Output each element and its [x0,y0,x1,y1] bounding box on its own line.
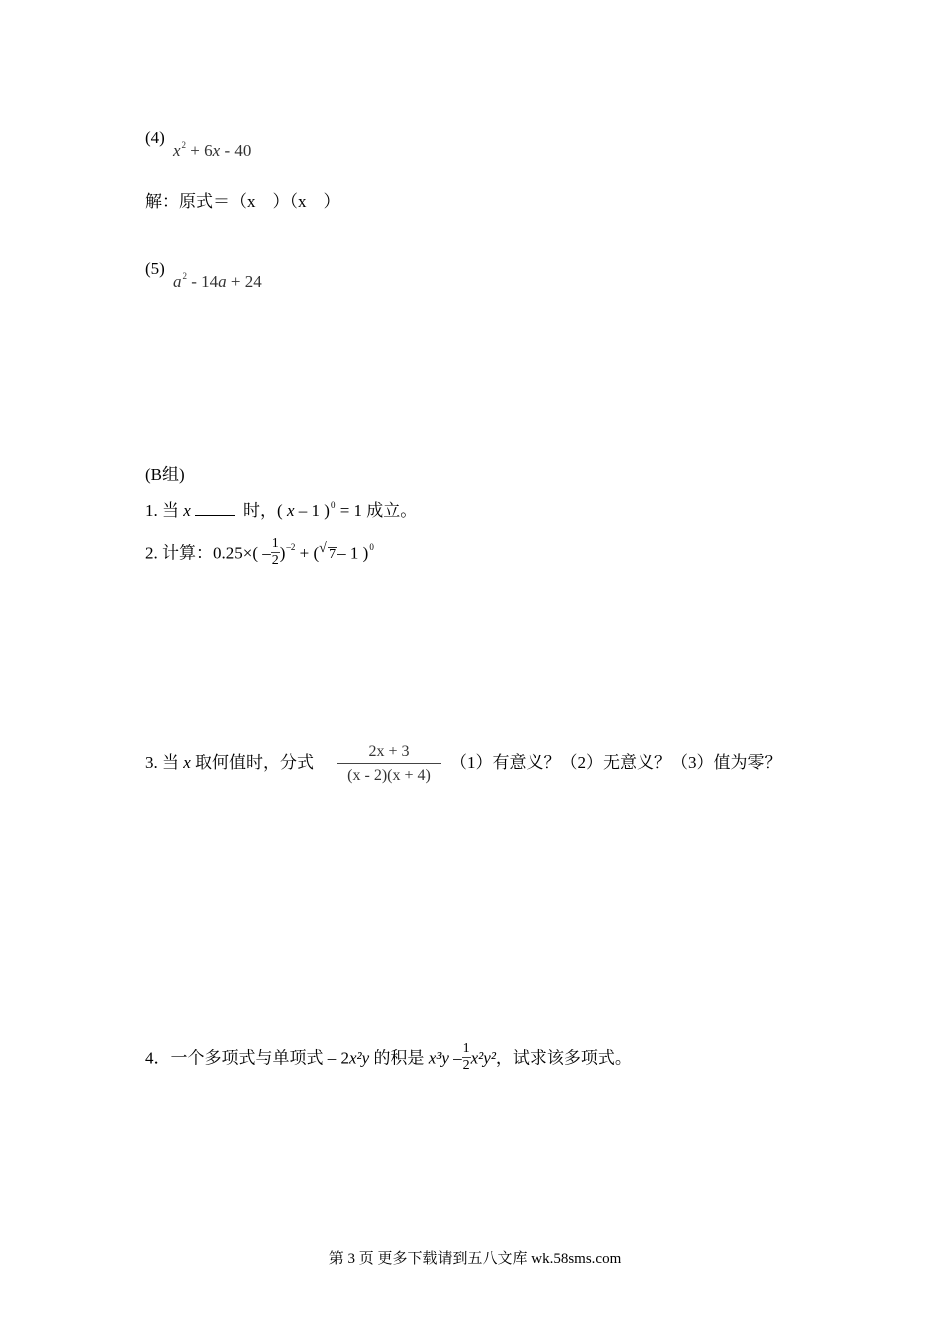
question-b2: 2. 计算：0.25×( – $\frac{1}{2}$ )$^{-2}$ + ( √ 7– 1 )$^0$ [145,536,374,568]
fraction-denominator: (x - 2)(x + 4) [347,767,431,784]
question-b3: 3. 当 x 取何值时，分式 [145,753,315,772]
problem-5-number: (5) [145,259,165,278]
fraction-b3 [337,741,441,788]
question-b4: 4．一个多项式与单项式 – 2x²y 的积是 x³y – $\frac{1}{2}$ x²y²，试求该多项式。 [145,1041,632,1073]
problem-4-solution: 解：原式＝（x ）（x ） [145,192,341,211]
fraction-one-half: $\frac{1}{2}$ [271,536,279,568]
question-b3-suffix: （1）有意义？（2）无意义？（3）值为零？ [450,753,782,772]
page-footer: 第 3 页 更多下载请到五八文库 wk.58sms.com [328,1251,622,1267]
square-root: √ 7 [319,541,337,563]
problem-4-expression: $x^2 + 6x - 40$ [173,140,252,160]
fraction-one-half: $\frac{1}{2}$ [462,1041,470,1073]
problem-5-expression: $a^2 - 14a + 24$ [173,271,262,291]
group-b-heading: (B组) [145,465,185,484]
question-b1: 1. 当 x 时，( x – 1 )$^0$ = 1 成立。 [145,500,418,520]
answer-blank [195,501,235,516]
fraction-numerator: 2x + 3 [337,741,441,764]
problem-4-number: (4) [145,128,165,147]
